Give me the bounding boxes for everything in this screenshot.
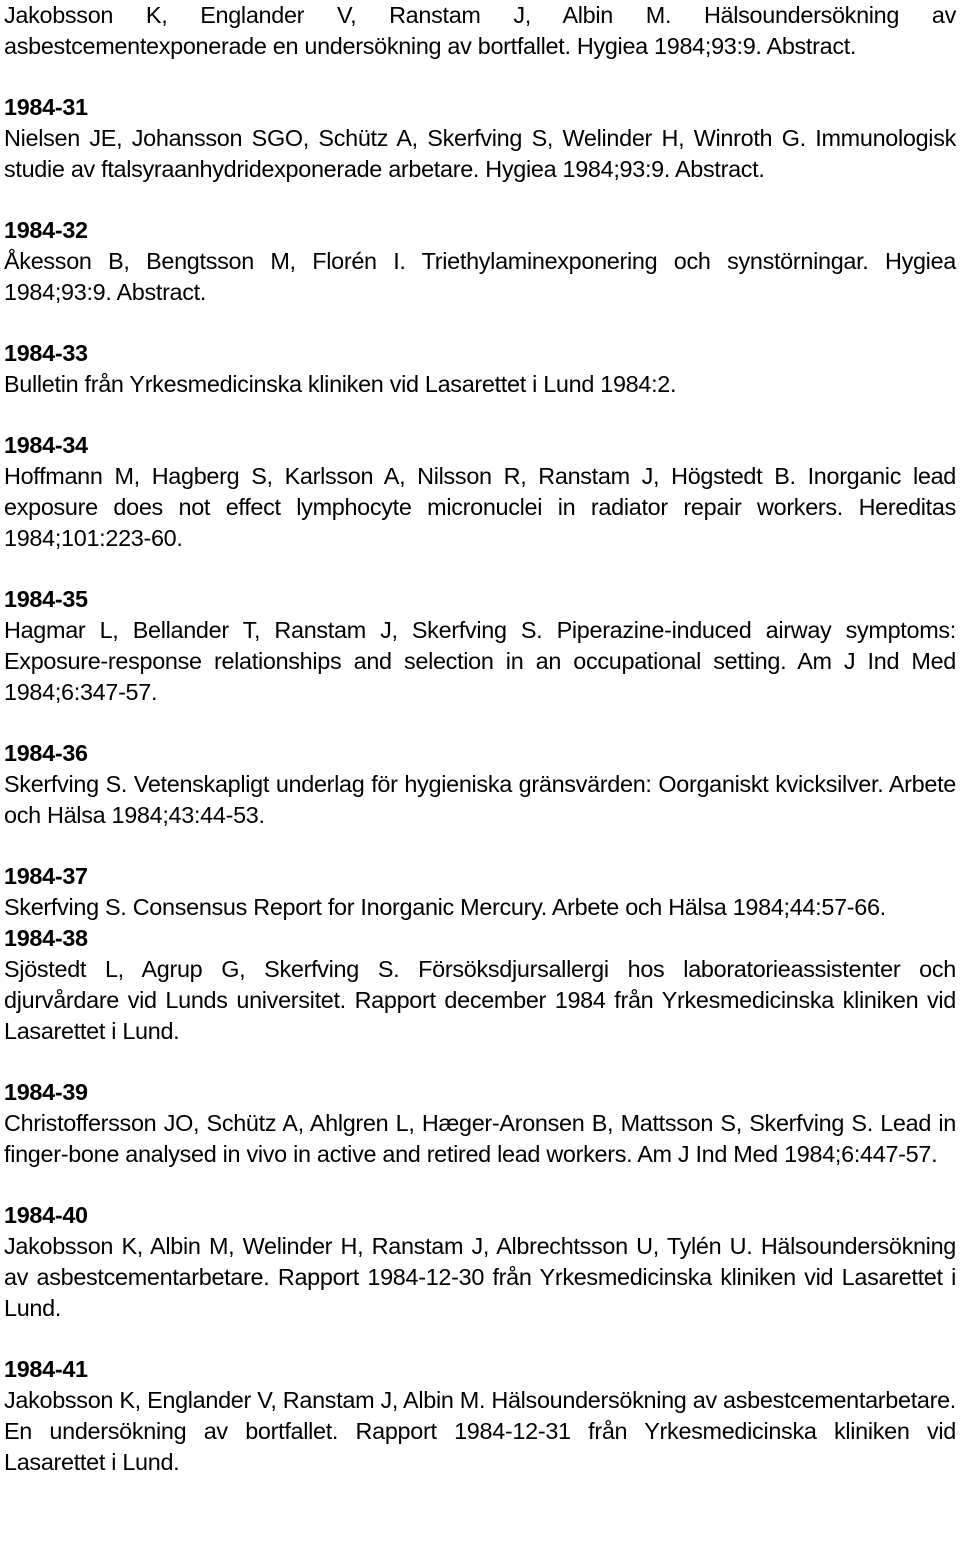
reference-entry-leading — [4, 0, 956, 62]
reference-text: Skerfving S. Vetenskapligt underlag för hygieniska gränsvärden: Oorganiskt kvicksilver. Arbete och Hälsa 1984;43:44-53. — [4, 771, 956, 828]
reference-text: Bulletin från Yrkesmedicinska kliniken vid Lasarettet i Lund 1984:2. — [4, 371, 677, 397]
reference-entry-1984-39 — [4, 1077, 956, 1170]
reference-text: Hoffmann M, Hagberg S, Karlsson A, Nilsson R, Ranstam J, Högstedt B. Inorganic lead exposure does not effect lymphocyte micronuclei in radiator repair workers. Hereditas 1984;101:223-60. — [4, 463, 956, 551]
reference-text: Jakobsson K, Englander V, Ranstam J, Albin M. Hälsoundersökning av asbestcementarbetare. En undersökning av bortfallet. Rapport 1984-12-31 från Yrkesmedicinska kliniken vid Lasarettet i Lund. — [4, 1387, 956, 1475]
entry-spacer — [4, 308, 956, 338]
reference-number: 1984-38 — [4, 925, 88, 951]
reference-entry-1984-40 — [4, 1200, 956, 1324]
reference-text: Jakobsson K, Albin M, Welinder H, Ranstam J, Albrechtsson U, Tylén U. Hälsoundersökning av asbestcementarbetare. Rapport 1984-12-30 från Yrkesmedicinska kliniken vid Lasarettet i Lund. — [4, 1233, 956, 1321]
reference-entry-1984-36 — [4, 738, 956, 831]
entry-spacer — [4, 62, 956, 92]
reference-entry-1984-32 — [4, 215, 956, 308]
reference-text: Christoffersson JO, Schütz A, Ahlgren L, Hæger-Aronsen B, Mattsson S, Skerfving S. Lead in finger-bone analysed in vivo in active and retired lead workers. Am J Ind Med 1984;6:447-57. — [4, 1110, 956, 1167]
reference-number: 1984-35 — [4, 586, 88, 612]
reference-entry-1984-31 — [4, 92, 956, 185]
reference-number: 1984-34 — [4, 432, 88, 458]
reference-number: 1984-39 — [4, 1079, 88, 1105]
entry-spacer — [4, 1170, 956, 1200]
entry-spacer — [4, 831, 956, 861]
entry-spacer — [4, 554, 956, 584]
reference-entry-1984-33 — [4, 338, 956, 400]
reference-number: 1984-40 — [4, 1202, 88, 1228]
entry-spacer — [4, 400, 956, 430]
reference-entry-1984-37 — [4, 861, 956, 923]
reference-number: 1984-36 — [4, 740, 88, 766]
entry-spacer — [4, 1324, 956, 1354]
reference-number: 1984-31 — [4, 94, 88, 120]
reference-list-page — [4, 0, 956, 1478]
reference-text: Nielsen JE, Johansson SGO, Schütz A, Skerfving S, Welinder H, Winroth G. Immunologisk studie av ftalsyraanhydridexponerade arbetare. Hygiea 1984;93:9. Abstract. — [4, 125, 956, 182]
reference-text: Hagmar L, Bellander T, Ranstam J, Skerfving S. Piperazine-induced airway symptoms: Exposure-response relationships and selection in an occupational setting. Am J Ind Med 1984;6:347-57. — [4, 617, 956, 705]
reference-number: 1984-33 — [4, 340, 88, 366]
reference-number: 1984-41 — [4, 1356, 88, 1382]
reference-entry-1984-41 — [4, 1354, 956, 1478]
reference-entry-1984-35 — [4, 584, 956, 708]
reference-entry-1984-38 — [4, 923, 956, 1047]
reference-text: Åkesson B, Bengtsson M, Florén I. Triethylaminexponering och synstörningar. Hygiea 1984;93:9. Abstract. — [4, 248, 956, 305]
reference-entry-1984-34 — [4, 430, 956, 554]
reference-number: 1984-32 — [4, 217, 88, 243]
reference-number: 1984-37 — [4, 863, 88, 889]
reference-text: Skerfving S. Consensus Report for Inorganic Mercury. Arbete och Hälsa 1984;44:57-66. — [4, 894, 886, 920]
entry-spacer — [4, 708, 956, 738]
entry-spacer — [4, 185, 956, 215]
entry-spacer — [4, 1047, 956, 1077]
reference-text: Sjöstedt L, Agrup G, Skerfving S. Försöksdjursallergi hos laboratorieassistenter och djurvårdare vid Lunds universitet. Rapport december 1984 från Yrkesmedicinska kliniken vid Lasarettet i Lund. — [4, 956, 956, 1044]
reference-text: Jakobsson K, Englander V, Ranstam J, Albin M. Hälsoundersökning av asbestcementexponerade en undersökning av bortfallet. Hygiea 1984;93:9. Abstract. — [4, 2, 956, 59]
